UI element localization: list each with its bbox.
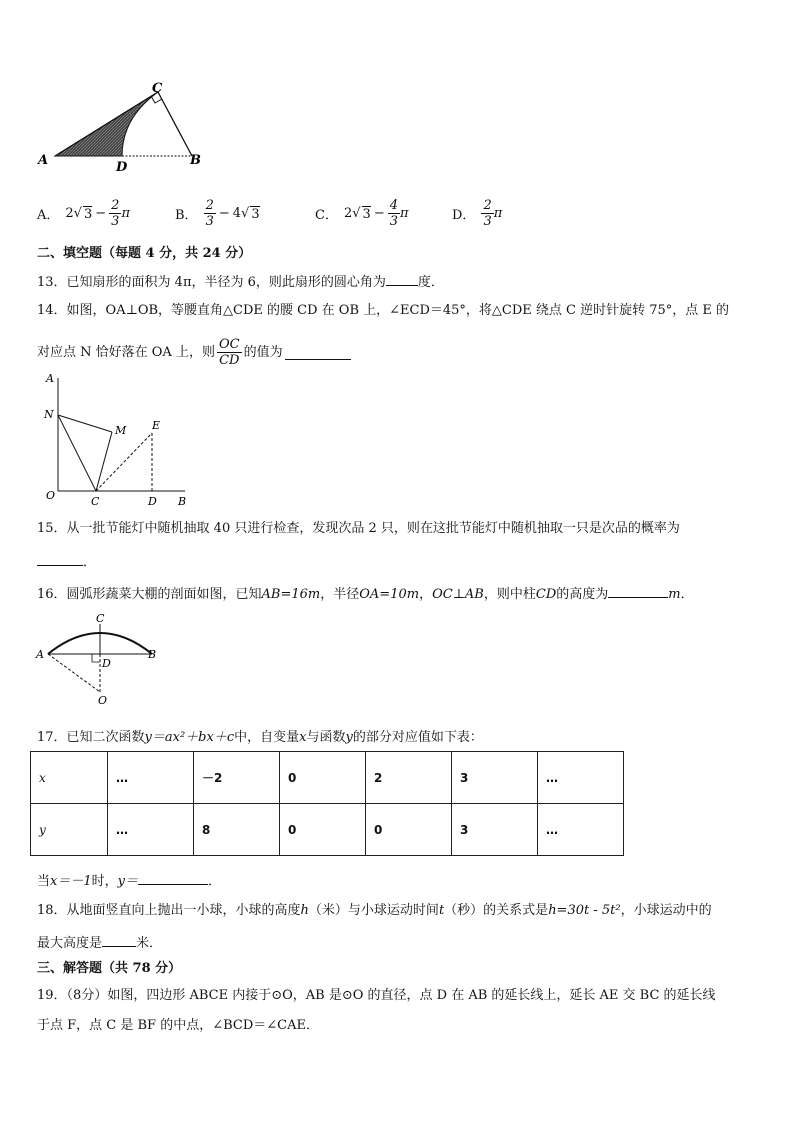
answer-blank-13[interactable] xyxy=(386,271,418,286)
label-o: O xyxy=(98,694,108,707)
question-17-ask: 当x＝－1时，y＝ ． xyxy=(37,870,221,891)
option-b[interactable]: B． $\frac{2}{3}$ − 4 √ 3 xyxy=(175,198,260,229)
figure-triangle-abc xyxy=(30,78,220,178)
question-15: 15．从一批节能灯中随机抽取 40 只进行检查，发现次品 2 只，则在这批节能灯中随机抽取一只是次品的概率为 xyxy=(37,521,680,536)
question-17: 17．已知二次函数y＝ax²＋bx＋c中，自变量x与函数y的部分对应值如下表： xyxy=(37,730,483,745)
label-e: E xyxy=(152,419,161,432)
value-table xyxy=(30,751,624,856)
question-14-line2: 对应点 N 恰好落在 OA 上，则 $\frac{OC}{CD}$ 的值为 xyxy=(37,337,351,368)
option-c[interactable]: C． 2 √ 3 − $\frac{4}{3}$ π xyxy=(315,198,409,229)
table-cell: 0 xyxy=(366,804,452,856)
table-cell: y xyxy=(31,804,108,856)
option-a[interactable]: A． 2 √ 3 − $\frac{2}{3}$ π xyxy=(37,198,130,229)
table-cell: 3 xyxy=(452,752,538,804)
question-16: 16．圆弧形蔬菜大棚的剖面如图，已知AB=16m，半径OA=10m，OC⊥AB，则中柱CD的高度为 m． xyxy=(37,583,694,604)
question-18-line2: 最大高度是 米． xyxy=(37,932,162,953)
table-cell: 8 xyxy=(194,804,280,856)
label-c: C xyxy=(96,612,105,625)
section-title-fill-blank: 二、填空题（每题 4 分，共 24 分） xyxy=(37,246,252,261)
table-cell: … xyxy=(108,752,194,804)
answer-blank-14[interactable] xyxy=(285,345,351,360)
table-cell: 0 xyxy=(280,804,366,856)
label-b: B xyxy=(190,153,201,168)
question-19-line1: 19．（8分）如图，四边形 ABCE 内接于⊙O，AB 是⊙O 的直径，点 D 在 AB 的延长线上，延长 AE 交 BC 的延长线 xyxy=(37,988,716,1003)
table-cell: … xyxy=(108,804,194,856)
table-row-x xyxy=(31,752,624,804)
table-cell: … xyxy=(538,804,624,856)
table-cell: x xyxy=(31,752,108,804)
question-15-line2: ． xyxy=(37,551,96,572)
label-d: D xyxy=(148,495,157,508)
table-cell: 2 xyxy=(366,752,452,804)
answer-blank-16[interactable] xyxy=(608,583,668,598)
table-cell: 0 xyxy=(280,752,366,804)
label-m: M xyxy=(115,424,127,437)
label-d: D xyxy=(116,160,128,175)
label-a: A xyxy=(36,648,44,661)
question-13: 13．已知扇形的面积为 4π，半径为 6，则此扇形的圆心角为 度． xyxy=(37,271,444,292)
figure-arc-greenhouse xyxy=(34,610,174,710)
label-b: B xyxy=(148,648,157,661)
label-o: O xyxy=(46,489,56,502)
table-cell: 3 xyxy=(452,804,538,856)
label-n: N xyxy=(44,408,54,421)
label-c: C xyxy=(152,81,163,96)
table-cell: … xyxy=(538,752,624,804)
question-14-line1: 14．如图，OA⊥OB，等腰直角△CDE 的腰 CD 在 OB 上，∠ECD＝45°，将△CDE 绕点 C 逆时针旋转 75°，点 E 的 xyxy=(37,303,730,318)
label-a: A xyxy=(38,153,49,168)
section-title-solutions: 三、解答题（共 78 分） xyxy=(37,961,182,976)
answer-blank-18[interactable] xyxy=(102,932,136,947)
answer-blank-17[interactable] xyxy=(138,870,208,885)
option-d[interactable]: D． $\frac{2}{3}$ π xyxy=(452,198,503,229)
label-d: D xyxy=(102,657,111,670)
figure-rotation xyxy=(40,370,200,510)
label-c: C xyxy=(91,495,100,508)
question-19-line2: 于点 F，点 C 是 BF 的中点，∠BCD＝∠CAE． xyxy=(37,1018,319,1033)
table-cell: －2 xyxy=(194,752,280,804)
question-18-line1: 18．从地面竖直向上抛出一小球，小球的高度h（米）与小球运动时间t（秒）的关系式是h=30t - 5t²，小球运动中的 xyxy=(37,903,712,918)
answer-blank-15[interactable] xyxy=(37,551,83,566)
label-b: B xyxy=(178,495,187,508)
table-row-y xyxy=(31,804,624,856)
label-a: A xyxy=(46,372,54,385)
